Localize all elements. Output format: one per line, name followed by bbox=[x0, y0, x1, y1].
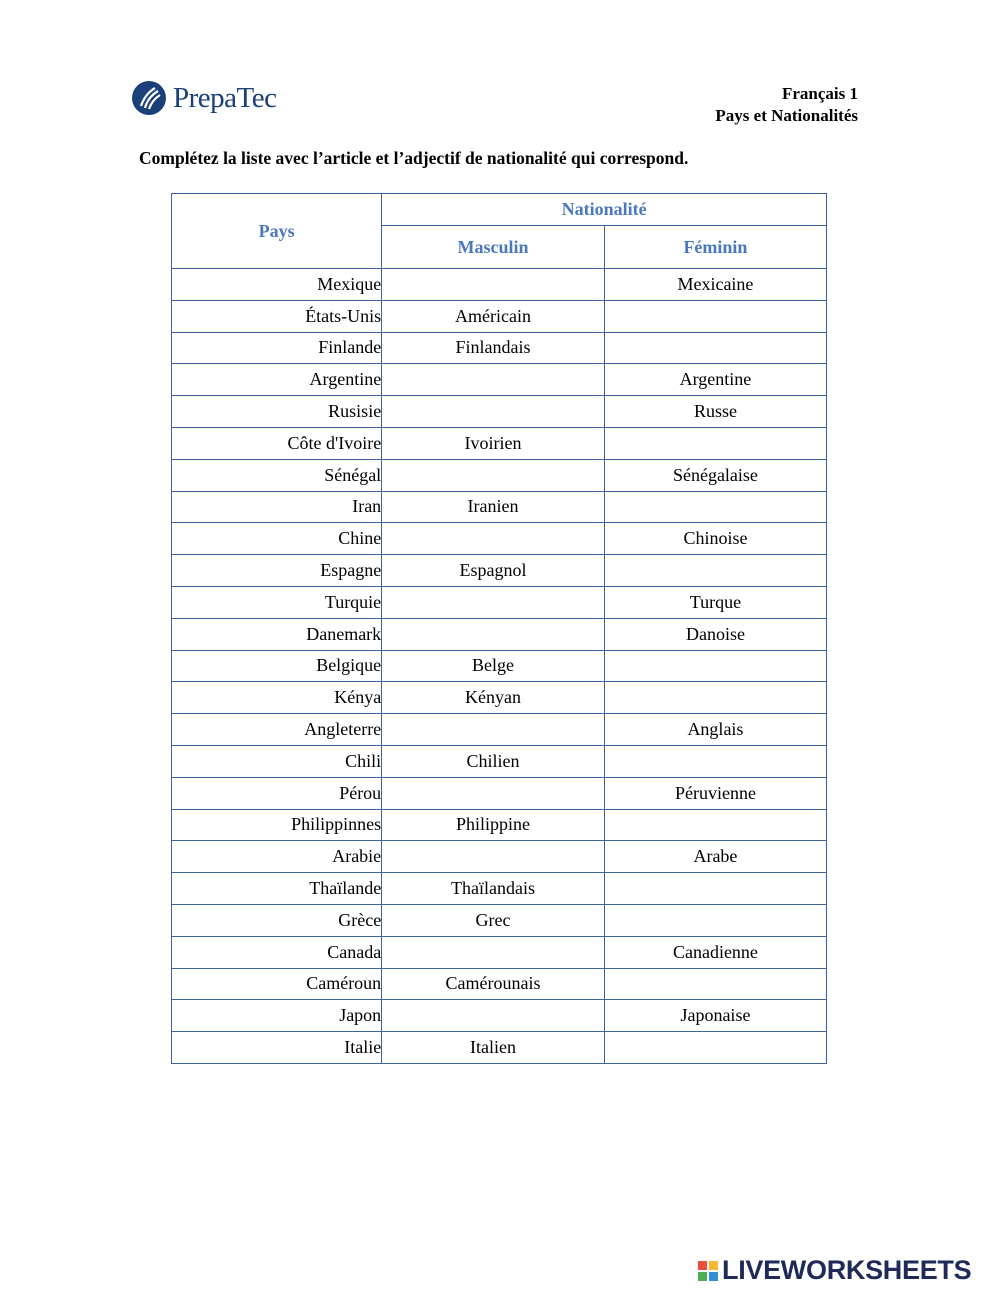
country-cell: Espagne bbox=[172, 555, 382, 587]
table-row bbox=[172, 682, 827, 714]
liveworksheets-watermark bbox=[698, 1255, 971, 1286]
country-cell: Iran bbox=[172, 491, 382, 523]
masculin-cell: Chilien bbox=[382, 745, 605, 777]
feminin-cell[interactable] bbox=[604, 555, 826, 587]
col-header-nationalite: Nationalité bbox=[382, 194, 827, 226]
feminin-cell: Danoise bbox=[604, 618, 826, 650]
masculin-cell: Italien bbox=[382, 1032, 605, 1064]
masculin-cell[interactable] bbox=[382, 586, 605, 618]
country-cell: Arabie bbox=[172, 841, 382, 873]
table-row bbox=[172, 1032, 827, 1064]
country-cell: Chine bbox=[172, 523, 382, 555]
masculin-cell[interactable] bbox=[382, 269, 605, 301]
liveworksheets-logo-icon bbox=[698, 1261, 718, 1281]
table-body bbox=[172, 269, 827, 1064]
brand-name: PrepaTec bbox=[173, 81, 277, 114]
masculin-cell[interactable] bbox=[382, 523, 605, 555]
table-row bbox=[172, 618, 827, 650]
country-cell: Chili bbox=[172, 745, 382, 777]
feminin-cell: Péruvienne bbox=[604, 777, 826, 809]
table-row bbox=[172, 745, 827, 777]
table-row bbox=[172, 586, 827, 618]
country-cell: Argentine bbox=[172, 364, 382, 396]
feminin-cell[interactable] bbox=[604, 332, 826, 364]
country-cell: Turquie bbox=[172, 586, 382, 618]
course-title: Français 1 bbox=[781, 84, 858, 103]
table-row bbox=[172, 873, 827, 905]
course-info bbox=[715, 83, 858, 127]
masculin-cell: Grec bbox=[382, 904, 605, 936]
table-row bbox=[172, 269, 827, 301]
country-cell: Kénya bbox=[172, 682, 382, 714]
country-cell: Grèce bbox=[172, 904, 382, 936]
table-row bbox=[172, 714, 827, 746]
masculin-cell[interactable] bbox=[382, 396, 605, 428]
feminin-cell: Japonaise bbox=[604, 1000, 826, 1032]
watermark-text: LIVEWORKSHEETS bbox=[722, 1255, 972, 1285]
course-topic: Pays et Nationalités bbox=[715, 106, 858, 125]
masculin-cell: Ivoirien bbox=[382, 427, 605, 459]
masculin-cell: Kényan bbox=[382, 682, 605, 714]
table-row bbox=[172, 936, 827, 968]
table-row bbox=[172, 491, 827, 523]
feminin-cell[interactable] bbox=[604, 904, 826, 936]
country-cell: Canada bbox=[172, 936, 382, 968]
masculin-cell: Américain bbox=[382, 300, 605, 332]
table-row bbox=[172, 427, 827, 459]
country-cell: Caméroun bbox=[172, 968, 382, 1000]
country-cell: Thaïlande bbox=[172, 873, 382, 905]
masculin-cell[interactable] bbox=[382, 618, 605, 650]
masculin-cell: Espagnol bbox=[382, 555, 605, 587]
country-cell: Sénégal bbox=[172, 459, 382, 491]
table-row bbox=[172, 904, 827, 936]
table-row bbox=[172, 841, 827, 873]
prepatec-logo bbox=[131, 80, 276, 116]
col-header-feminin: Féminin bbox=[604, 226, 826, 269]
masculin-cell: Belge bbox=[382, 650, 605, 682]
feminin-cell: Turque bbox=[604, 586, 826, 618]
masculin-cell[interactable] bbox=[382, 364, 605, 396]
country-cell: Côte d'Ivoire bbox=[172, 427, 382, 459]
feminin-cell[interactable] bbox=[604, 650, 826, 682]
table-row bbox=[172, 1000, 827, 1032]
country-cell: Italie bbox=[172, 1032, 382, 1064]
table-row bbox=[172, 459, 827, 491]
masculin-cell: Philippine bbox=[382, 809, 605, 841]
masculin-cell[interactable] bbox=[382, 459, 605, 491]
feminin-cell[interactable] bbox=[604, 427, 826, 459]
country-cell: États-Unis bbox=[172, 300, 382, 332]
country-cell: Belgique bbox=[172, 650, 382, 682]
country-cell: Danemark bbox=[172, 618, 382, 650]
masculin-cell: Thaïlandais bbox=[382, 873, 605, 905]
country-cell: Finlande bbox=[172, 332, 382, 364]
table-row bbox=[172, 650, 827, 682]
feminin-cell[interactable] bbox=[604, 968, 826, 1000]
masculin-cell[interactable] bbox=[382, 714, 605, 746]
table-row bbox=[172, 555, 827, 587]
masculin-cell[interactable] bbox=[382, 777, 605, 809]
feminin-cell: Mexicaine bbox=[604, 269, 826, 301]
masculin-cell: Camérounais bbox=[382, 968, 605, 1000]
feminin-cell[interactable] bbox=[604, 809, 826, 841]
feminin-cell: Russe bbox=[604, 396, 826, 428]
country-cell: Pérou bbox=[172, 777, 382, 809]
country-cell: Japon bbox=[172, 1000, 382, 1032]
masculin-cell[interactable] bbox=[382, 841, 605, 873]
feminin-cell: Anglais bbox=[604, 714, 826, 746]
table-row bbox=[172, 300, 827, 332]
feminin-cell: Canadienne bbox=[604, 936, 826, 968]
table-row bbox=[172, 523, 827, 555]
feminin-cell[interactable] bbox=[604, 300, 826, 332]
table-row bbox=[172, 777, 827, 809]
feminin-cell[interactable] bbox=[604, 745, 826, 777]
table-row bbox=[172, 332, 827, 364]
feminin-cell[interactable] bbox=[604, 491, 826, 523]
masculin-cell[interactable] bbox=[382, 936, 605, 968]
country-cell: Rusisie bbox=[172, 396, 382, 428]
feminin-cell: Sénégalaise bbox=[604, 459, 826, 491]
country-cell: Mexique bbox=[172, 269, 382, 301]
masculin-cell[interactable] bbox=[382, 1000, 605, 1032]
table-row bbox=[172, 809, 827, 841]
prepatec-flame-icon bbox=[131, 80, 167, 116]
masculin-cell: Iranien bbox=[382, 491, 605, 523]
feminin-cell: Arabe bbox=[604, 841, 826, 873]
feminin-cell[interactable] bbox=[604, 682, 826, 714]
col-header-masculin: Masculin bbox=[382, 226, 605, 269]
instruction-text: Complétez la liste avec l’article et l’adjectif de nationalité qui correspond. bbox=[139, 148, 689, 168]
country-cell: Angleterre bbox=[172, 714, 382, 746]
country-cell: Philippinnes bbox=[172, 809, 382, 841]
table-row bbox=[172, 968, 827, 1000]
table-row bbox=[172, 364, 827, 396]
table-row bbox=[172, 396, 827, 428]
feminin-cell: Argentine bbox=[604, 364, 826, 396]
feminin-cell[interactable] bbox=[604, 873, 826, 905]
feminin-cell: Chinoise bbox=[604, 523, 826, 555]
feminin-cell[interactable] bbox=[604, 1032, 826, 1064]
nationality-table bbox=[171, 193, 827, 1064]
masculin-cell: Finlandais bbox=[382, 332, 605, 364]
col-header-pays: Pays bbox=[172, 194, 382, 269]
